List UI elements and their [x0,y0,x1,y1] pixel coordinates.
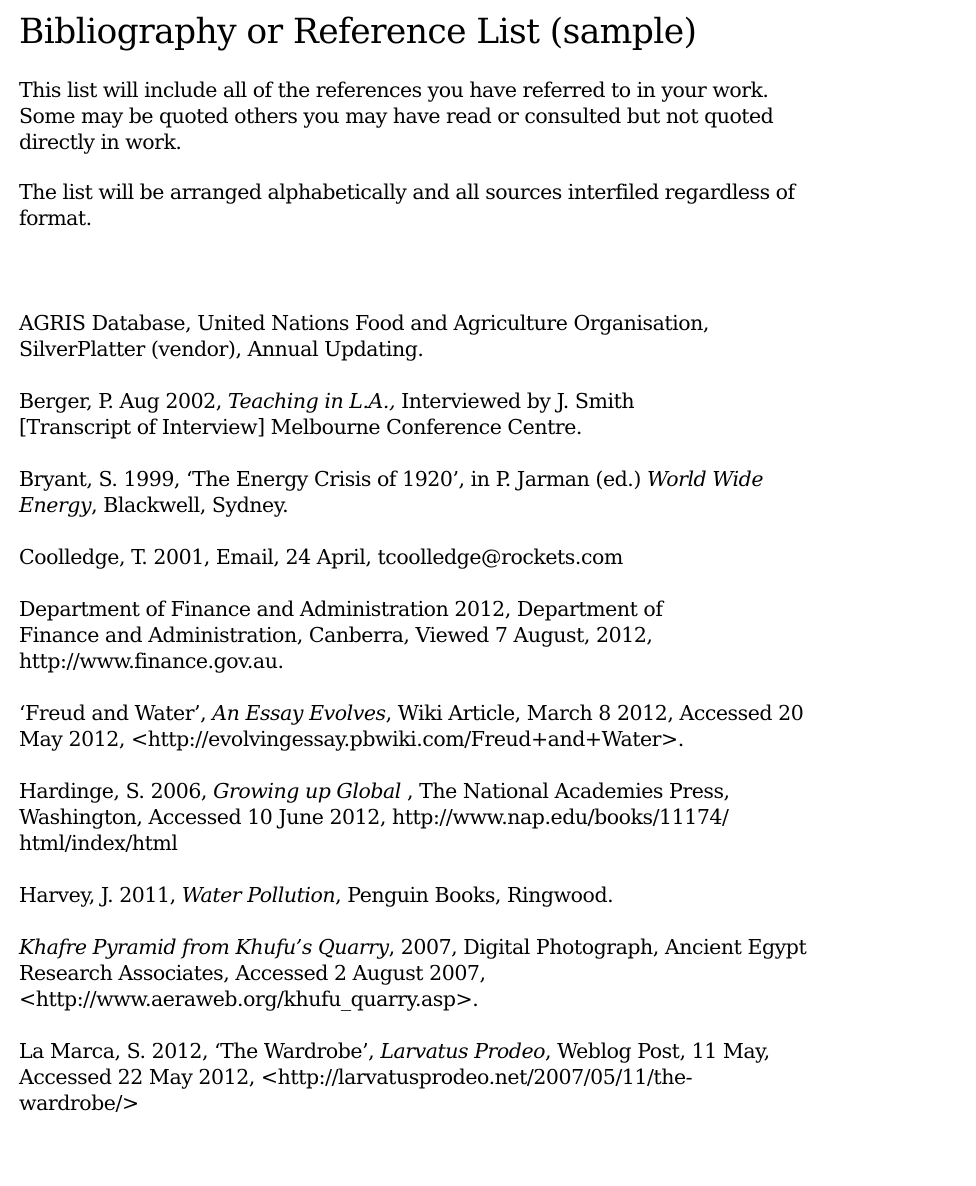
intro-line: format. [19,205,92,230]
intro-line: Some may be quoted others you may have read or consulted but not quoted [19,103,774,128]
intro-paragraph-2 [19,180,795,232]
reference-entry [19,544,623,570]
reference-line [19,726,803,752]
reference-text: wardrobe/> [19,1091,139,1115]
reference-text: <http://www.aeraweb.org/khufu_quarry.asp>. [19,987,479,1011]
reference-text: http://www.finance.gov.au. [19,649,284,673]
reference-line [19,648,662,674]
reference-text: [Transcript of Interview] Melbourne Conference Centre. [19,415,582,439]
reference-italic-text: Teaching in L.A., [227,389,396,413]
reference-text: ‘Freud and Water’, [19,701,213,725]
reference-entry [19,778,730,856]
reference-text: Harvey, J. 2011, [19,883,182,907]
reference-line [19,934,806,960]
reference-line [19,700,803,726]
reference-line [19,830,730,856]
reference-text: Berger, P. Aug 2002, [19,389,228,413]
reference-text: Bryant, S. 1999, [19,467,187,491]
reference-text: AGRIS Database, United Nations Food and Agriculture Organisation, [19,311,709,335]
intro-paragraph-1 [19,78,773,155]
reference-text: Hardinge, S. 2006, [19,779,214,803]
reference-italic-text: World Wide [646,467,764,491]
reference-text: Finance and Administration, Canberra, Viewed 7 August, 2012, [19,623,653,647]
reference-entry [19,700,803,752]
reference-line [19,466,763,492]
reference-line [19,492,763,518]
reference-line [19,544,623,570]
reference-italic-text: Energy [19,493,92,517]
reference-entry [19,1038,770,1116]
reference-entry [19,596,662,674]
reference-entry [19,466,763,518]
reference-line [19,1064,770,1090]
reference-entry [19,882,613,908]
reference-line [19,622,662,648]
reference-entry [19,934,806,1012]
reference-text: Coolledge, T. 2001, Email, 24 April, tcoolledge@rockets.com [19,545,623,569]
reference-line [19,986,806,1012]
reference-italic-text: Khafre Pyramid from Khufu’s Quarry [19,935,389,959]
reference-line [19,596,662,622]
reference-text: html/index/html [19,831,178,855]
reference-entry [19,310,709,362]
reference-text: Research Associates, Accessed 2 August 2007, [19,961,486,985]
intro-line: This list will include all of the references you have referred to in your work. [19,78,769,102]
reference-italic-text: Growing up Global [213,779,401,803]
reference-line [19,882,613,908]
reference-text: , The National Academies Press, [400,779,730,803]
reference-text: Interviewed by J. Smith [395,389,635,413]
reference-text: , 2007, Digital Photograph, Ancient Egypt [388,935,807,959]
reference-line [19,1038,770,1064]
reference-text: , Blackwell, Sydney. [91,493,289,517]
reference-text: , Wiki Article, March 8 2012, Accessed 20 [385,701,804,725]
reference-line [19,414,634,440]
reference-text: Accessed 22 May 2012, <http://larvatusprodeo.net/2007/05/11/the- [19,1065,693,1089]
reference-text: , Weblog Post, 11 May, [545,1039,770,1063]
reference-italic-text: Water Pollution [181,883,336,907]
reference-italic-text: An Essay Evolves [212,701,386,725]
reference-text: Department of Finance and Administration 2012, Department of [19,597,663,621]
reference-italic-text: Larvatus Prodeo [380,1039,546,1063]
reference-line [19,388,634,414]
reference-text: ‘The Energy Crisis of 1920’, in P. Jarman (ed.) [186,467,647,491]
reference-text: Washington, Accessed 10 June 2012, http://www.nap.edu/books/11174/ [19,805,729,829]
reference-text: , Penguin Books, Ringwood. [335,883,614,907]
reference-line [19,310,709,336]
reference-text: SilverPlatter (vendor), Annual Updating. [19,337,424,361]
reference-line [19,960,806,986]
reference-line [19,1090,770,1116]
reference-line [19,336,709,362]
reference-text: La Marca, S. 2012, ‘The Wardrobe’, [19,1039,381,1063]
intro-line: directly in work. [19,129,182,154]
reference-line [19,804,730,830]
reference-text: May 2012, <http://evolvingessay.pbwiki.com/Freud+and+Water>. [19,727,684,751]
intro-line: The list will be arranged alphabetically and all sources interfiled regardless of [19,180,795,204]
page-title: Bibliography or Reference List (sample) [19,12,697,52]
reference-line [19,778,730,804]
reference-entry [19,388,634,440]
